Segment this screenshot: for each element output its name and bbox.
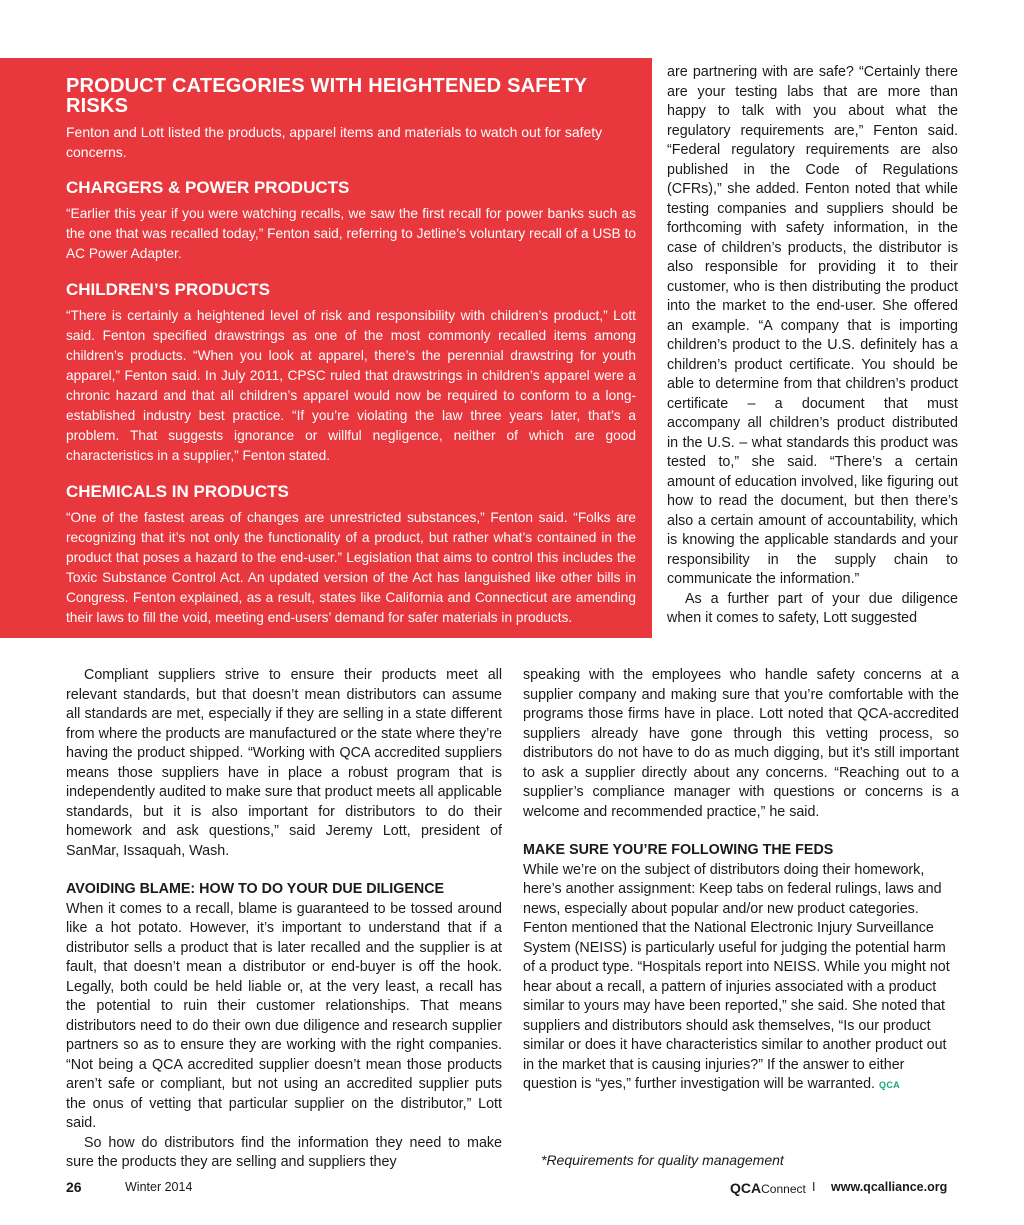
left-paragraph-1: Compliant suppliers strive to ensure their products meet all relevant standards, but that doesn’t mean distributors can assume all standards are met, especially if they are selling in a state different from where the products are manufactured or the state where they’re having the product shipped. “Working with QCA accredited suppliers means those suppliers have in place a robust program that is independently audited to make sure that product meets all applicable standards, but it is also important for distributors to do their homework and ask questions,” said Jeremy Lott, president of SanMar, Issaquah, Wash. bbox=[66, 667, 502, 859]
qca-end-tag: QCA bbox=[879, 1080, 900, 1090]
middle-paragraph-2-text: While we’re on the subject of distributors doing their homework, here’s another assignment: Keep tabs on federal rulings, laws and news, especially about popular and/or new product categories. Fenton mentioned that the National Electronic Injury Surveillance System (NEISS) is particularly useful for judging the potential harm of a product type. “Hospitals report into NEISS. While you might not hear about a recall, a pattern of injuries associated with a product similar to yours may have been reported,” she said. She noted that suppliers and distributors should ask themselves, “Is our product similar or does it have characteristics similar to another product out in the market that is causing injuries?” If the answer to either question is “yes,” further investigation will be warranted. bbox=[523, 861, 950, 1092]
brand-bold: QCA bbox=[730, 1180, 762, 1196]
right-column bbox=[667, 63, 958, 629]
brand-logo bbox=[730, 1180, 806, 1196]
page-number: 26 bbox=[66, 1179, 82, 1195]
footnote: *Requirements for quality management bbox=[541, 1152, 784, 1168]
sidebar-body-childrens: “There is certainly a heightened level of risk and responsibility with children’s product,” Lott said. Fenton specified drawstrings as one of the most commonly recalled items among children’s products. “When you look at apparel, there’s the perennial drawstring for youth apparel,” Fenton said. In July 2011, CPSC ruled that drawstrings in children’s apparel were a chronic hazard and that all children’s apparel would now be required to conform to a long-established industry best practice. “If you’re violating the law three years later, that’s a problem. That suggests ignorance or willful negligence, neither of which are good characteristics in a supplier,” Fenton stated. bbox=[66, 308, 636, 463]
brand-light: Connect bbox=[761, 1182, 806, 1196]
sidebar-intro: Fenton and Lott listed the products, apparel items and materials to watch out for safety concerns. bbox=[66, 124, 603, 160]
middle-paragraph-1: speaking with the employees who handle safety concerns at a supplier company and making sure that you’re comfortable with the programs those firms have in place. Lott noted that QCA-accredited suppliers already have gone through this vetting process, so distributors do not have to do as much digging, but it’s still important to ask a supplier directly about any concerns. “Reaching out to a supplier’s compliance manager with questions or concerns is a welcome and recommended practice,” he said. bbox=[523, 667, 959, 820]
middle-paragraph-2 bbox=[523, 861, 959, 1096]
middle-section-heading: MAKE SURE YOU’RE FOLLOWING THE FEDS bbox=[523, 842, 834, 858]
right-paragraph-1: are partnering with are safe? “Certainly there are your testing labs that are more than happy to talk with you about what the regulatory requirements are,” Fenton said. “Federal regulatory requirements are also published in the Code of Regulations (CFRs),” she added. Fenton noted that while testing companies and suppliers should be forthcoming with safety information, in the case of children’s products, the distributor is also responsible for providing it to their customer, who is then distributing the product into the market to the end-user. She offered an example. “A company that is importing children’s product to the U.S. definitely has a children’s product certificate. You should be able to determine from that children’s product certificate – a document that must accompany all children’s product distributed in the U.S. – what standards this product was tested to,” she said. “There’s a certain amount of education involved, like figuring out how to read the document, but then there’s also a certain amount of accountability, which is knowing the applicable standards and your responsibility in the supply chain to communicate the information.” bbox=[667, 64, 958, 587]
sidebar-heading-childrens: CHILDREN’S PRODUCTS bbox=[66, 280, 271, 299]
website-url: www.qcalliance.org bbox=[831, 1180, 948, 1194]
sidebar-box bbox=[0, 58, 652, 638]
sidebar-title: PRODUCT CATEGORIES WITH HEIGHTENED SAFETY RISKS bbox=[66, 75, 587, 117]
left-section-heading: AVOIDING BLAME: HOW TO DO YOUR DUE DILIGENCE bbox=[66, 881, 445, 897]
sidebar-content bbox=[66, 76, 636, 628]
sidebar-heading-chargers: CHARGERS & POWER PRODUCTS bbox=[66, 178, 350, 197]
sidebar-heading-chemicals: CHEMICALS IN PRODUCTS bbox=[66, 482, 289, 501]
middle-column bbox=[523, 666, 959, 1096]
left-paragraph-3: So how do distributors find the information they need to make sure the products they are selling and suppliers they bbox=[66, 1134, 502, 1170]
left-column bbox=[66, 666, 502, 1173]
sidebar-body-chemicals: “One of the fastest areas of changes are unrestricted substances,” Fenton said. “Folks are recognizing that it’s not only the functionality of a product, but rather what’s contained in the product that poses a hazard to the end-user.” Legislation that aims to control this includes the Toxic Substance Control Act. An updated version of the Act has languished like other bills in Congress. Fenton explained, as a result, states like California and Connecticut are amending their laws to fill the void, meeting end-users’ demand for safer materials in products. bbox=[66, 510, 636, 625]
sidebar-body-chargers: “Earlier this year if you were watching recalls, we saw the first recall for power banks such as the one that was recalled today,” Fenton said, referring to Jetline’s voluntary recall of a USB to AC Power Adapter. bbox=[66, 206, 636, 261]
footer-separator: I bbox=[812, 1180, 816, 1194]
right-paragraph-2: As a further part of your due diligence when it comes to safety, Lott suggested bbox=[667, 590, 958, 626]
issue-label: Winter 2014 bbox=[125, 1180, 193, 1194]
left-paragraph-2: When it comes to a recall, blame is guaranteed to be tossed around like a hot potato. However, it’s important to understand that if a distributor sells a product that is later recalled and the supplier is at fault, that doesn’t mean a distributor or end-buyer is off the hook. Legally, both could be held liable or, at the very least, a recall has the potential to ruin their customer relationships. That means distributors need to do their own due diligence and research supplier partners so as to ensure they are working with the right companies. “Not being a QCA accredited supplier doesn’t mean those products aren’t safe or compliant, but not using an accredited supplier puts the onus of vetting that particular supplier on the distributor,” Lott said. bbox=[66, 900, 502, 1131]
